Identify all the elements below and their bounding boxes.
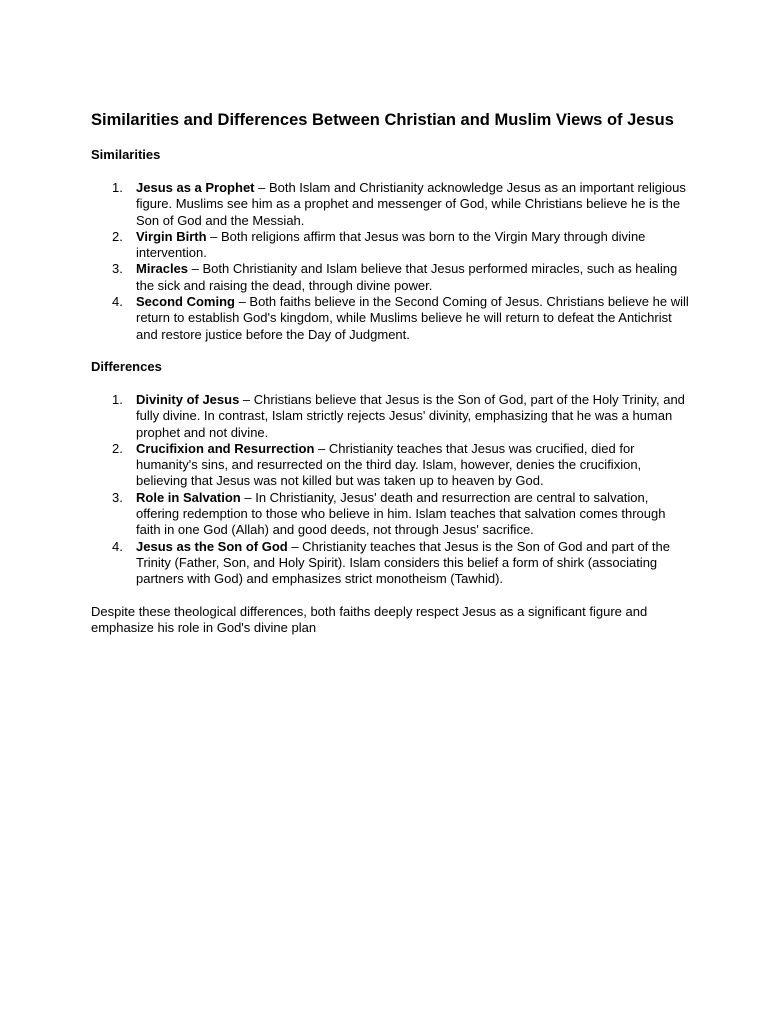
list-item-text: – Both Islam and Christianity acknowledge Jesus as an important religious figure. Muslims see him as a prophet and messenger of God, while Christians believe he is the Son of God and the Messiah. — [136, 180, 686, 228]
document-title: Similarities and Differences Between Christian and Muslim Views of Jesus — [91, 111, 674, 129]
list-item-text: – In Christianity, Jesus' death and resurrection are central to salvation, offering redemption to those who believe in him. Islam teaches that salvation comes through faith in one God (Allah) and good deeds, not through Jesus' sacrifice. — [136, 489, 666, 538]
similarities-list — [91, 180, 691, 343]
list-item-text: – Both faiths believe in the Second Coming of Jesus. Christians believe he will return to establish God's kingdom, while Muslims believe he will return to defeat the Antichrist and restore justice before the Day of Judgment. — [136, 294, 689, 342]
list-item-term: Jesus as the Son of God — [136, 538, 288, 554]
list-item-term: Miracles — [136, 261, 189, 277]
list-item — [91, 261, 691, 294]
list-item-number: 3. — [112, 261, 123, 277]
list-item — [91, 294, 691, 343]
list-item-term: Divinity of Jesus — [136, 391, 240, 407]
conclusion-paragraph: Despite these theological differences, both faiths deeply respect Jesus as a significant figure and emphasize his role in God's divine plan — [91, 603, 648, 635]
list-item — [91, 539, 691, 588]
list-item-text: – Both religions affirm that Jesus was born to the Virgin Mary through divine intervention. — [136, 228, 646, 261]
list-item-term: Crucifixion and Resurrection — [136, 440, 315, 456]
list-item-text: – Christianity teaches that Jesus is the Son of God and part of the Trinity (Father, Son, and Holy Spirit). Islam considers this belief a form of shirk (associating partners with God) and emphasizes strict monotheism (Tawhid). — [136, 538, 670, 587]
differences-heading: Differences — [91, 358, 162, 374]
list-item-term: Second Coming — [136, 294, 235, 310]
list-item-number: 3. — [112, 489, 123, 505]
list-item — [91, 229, 691, 262]
list-item-number: 4. — [112, 294, 123, 310]
list-item-text: – Both Christianity and Islam believe that Jesus performed miracles, such as healing the sick and raising the dead, through divine power. — [136, 261, 678, 293]
similarities-heading: Similarities — [91, 147, 161, 162]
list-item-number: 4. — [112, 538, 123, 554]
list-item-number: 2. — [112, 440, 123, 456]
list-item-number: 2. — [112, 228, 123, 244]
document-page — [91, 109, 691, 636]
list-item — [91, 441, 691, 490]
list-item-number: 1. — [112, 180, 123, 195]
list-item — [91, 392, 691, 441]
list-item — [91, 180, 691, 229]
list-item-term: Jesus as a Prophet — [136, 180, 255, 195]
list-item — [91, 490, 691, 539]
list-item-text: – Christians believe that Jesus is the Son of God, part of the Holy Trinity, and fully divine. In contrast, Islam strictly rejects Jesus' divinity, emphasizing that he was a human prophet and not divine. — [136, 391, 685, 440]
list-item-term: Virgin Birth — [136, 228, 207, 244]
list-item-text: – Christianity teaches that Jesus was crucified, died for humanity's sins, and resurrected on the third day. Islam, however, denies the crucifixion, believing that Jesus was not killed but was taken up to heaven by God. — [136, 440, 642, 489]
differences-list — [91, 392, 691, 588]
list-item-term: Role in Salvation — [136, 489, 241, 505]
list-item-number: 1. — [112, 391, 123, 407]
